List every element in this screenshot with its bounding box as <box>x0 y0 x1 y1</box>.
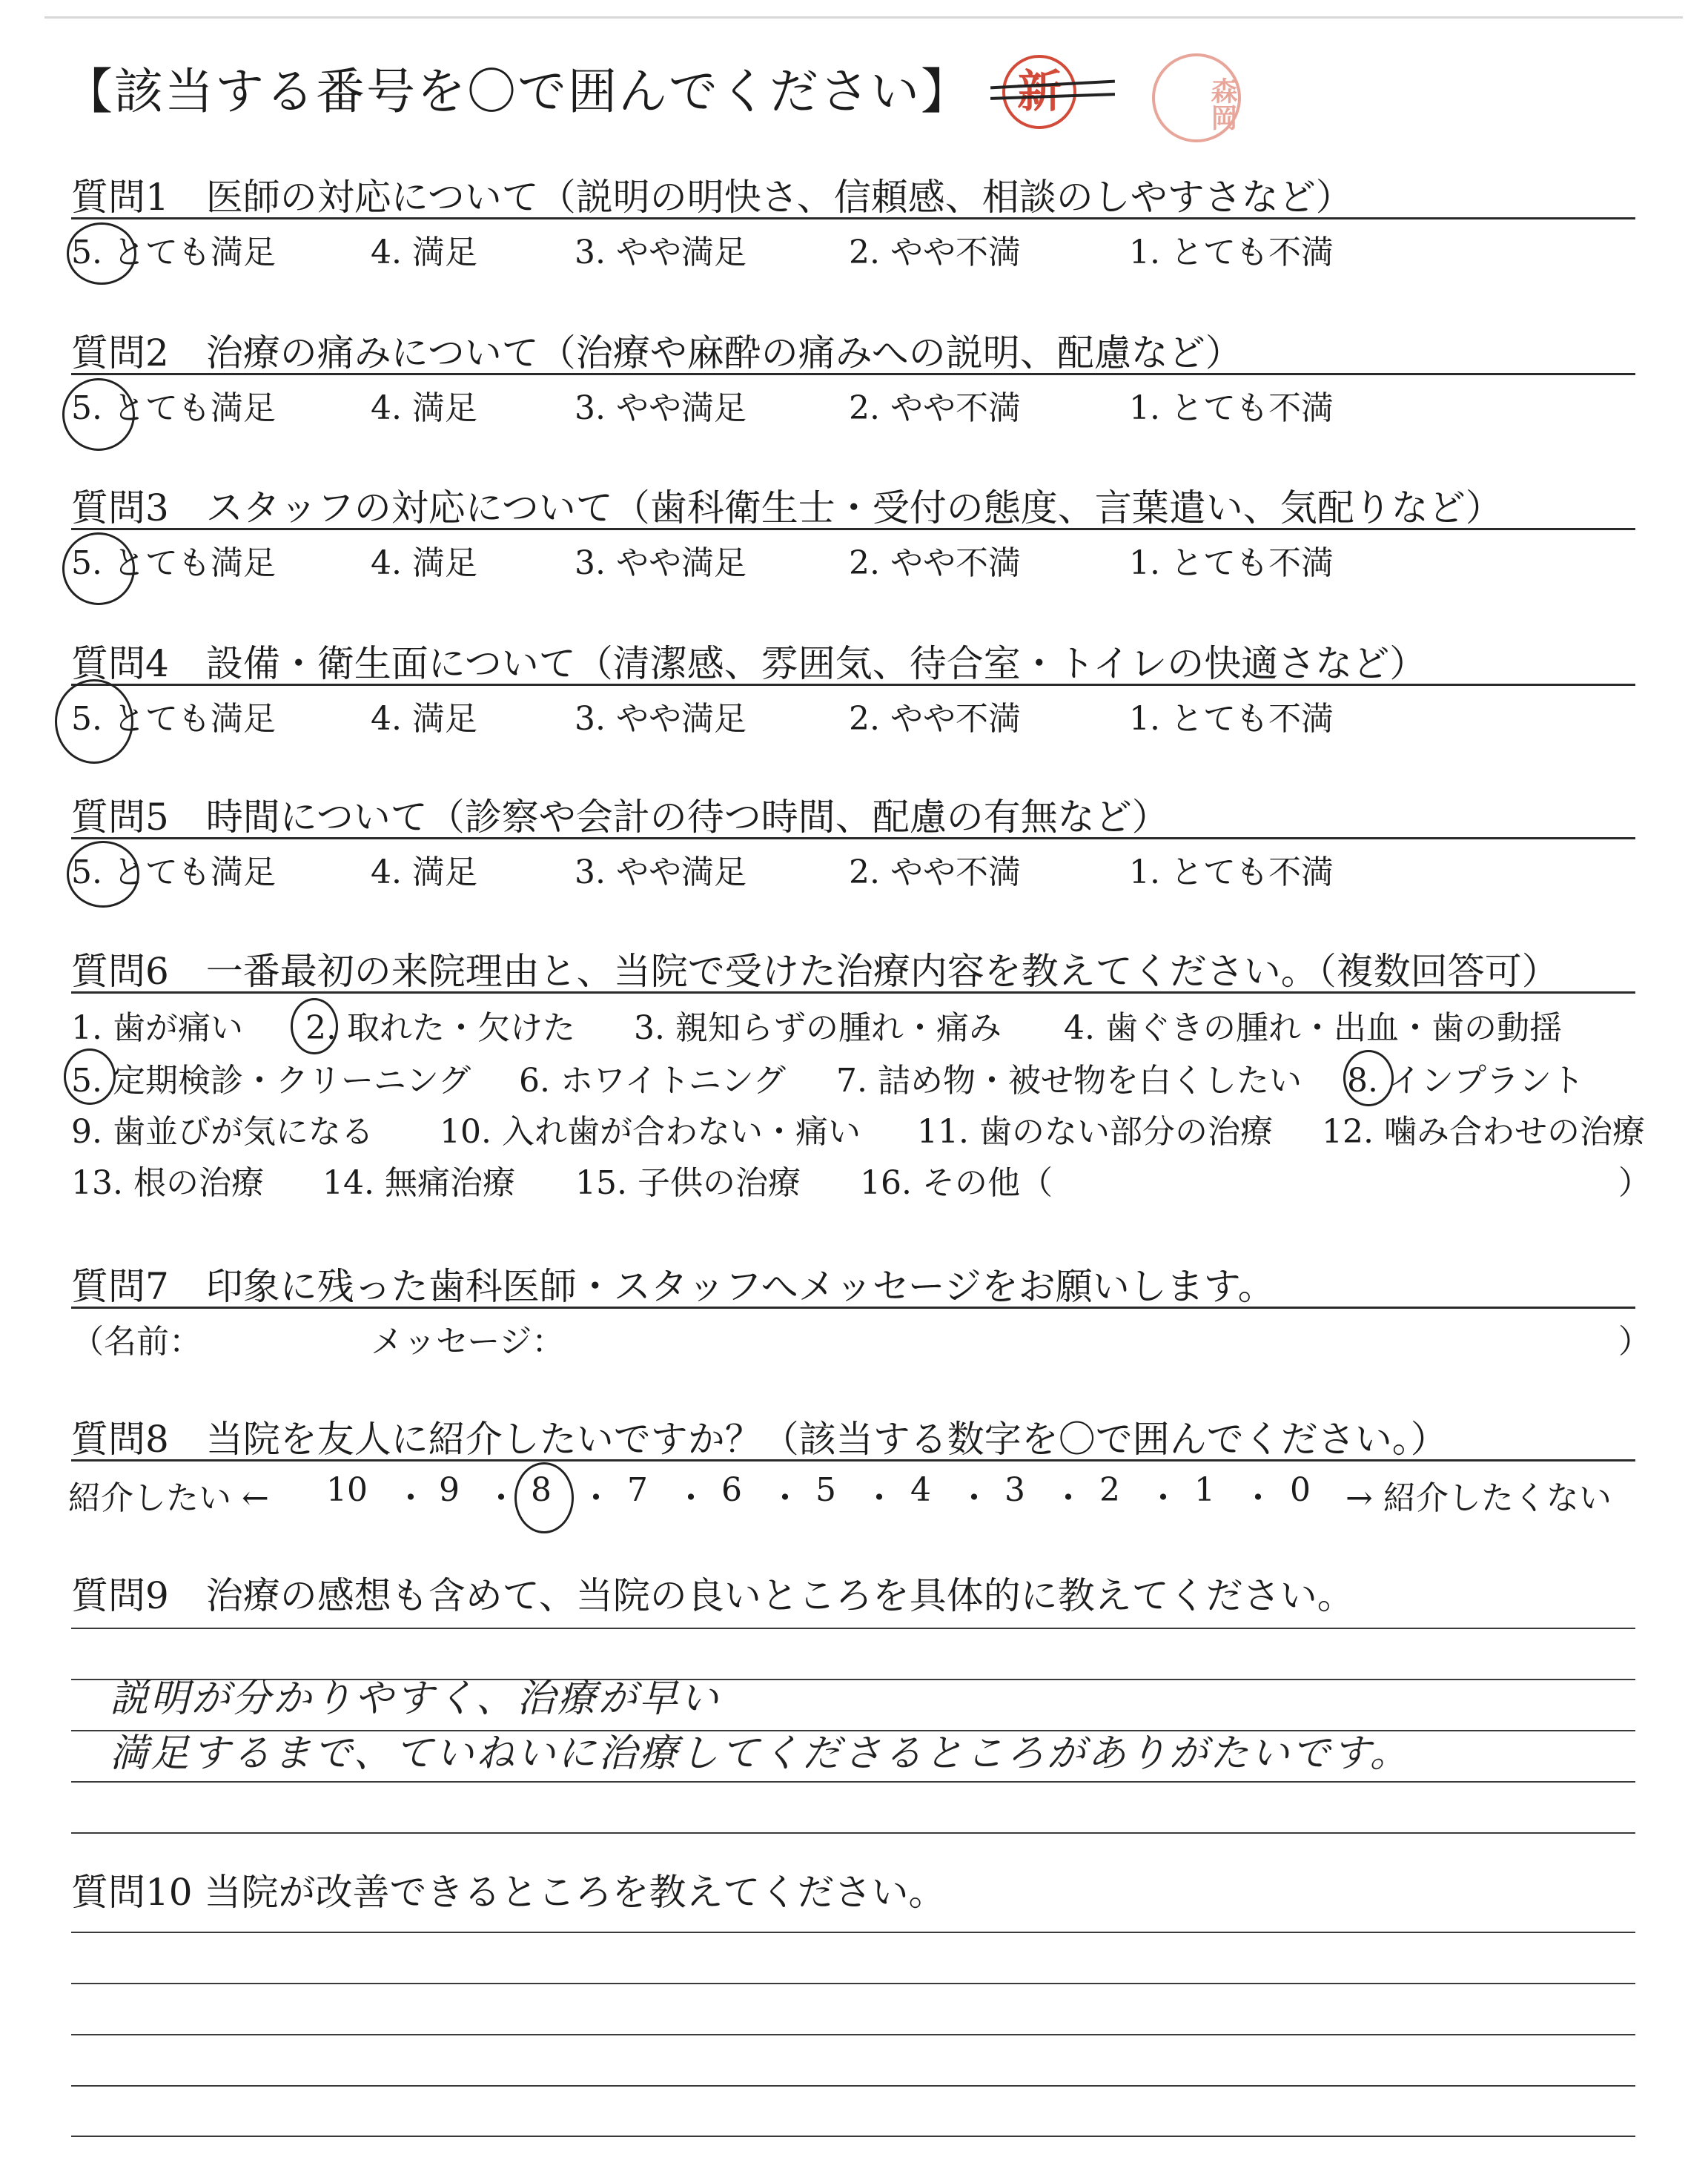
q10-answer-line-3 <box>71 2034 1635 2035</box>
q8-sep: ・ <box>863 1479 896 1517</box>
q1-answer-circle <box>67 222 136 285</box>
q8-scale-9[interactable]: 9 <box>439 1471 460 1509</box>
q10-heading: 質問10 当院が改善できるところを教えてください。 <box>71 1871 946 1914</box>
name-seal-stamp <box>1152 53 1241 142</box>
q1-option-4[interactable]: 4. 満足 <box>371 234 477 271</box>
q4-option-1[interactable]: 1. とても不満 <box>1129 700 1334 738</box>
q4-heading: 質問4 設備・衛生面について（清潔感、雰囲気、待合室・トイレの快適さなど） <box>71 642 1427 685</box>
q8-scale-0[interactable]: 0 <box>1290 1471 1311 1509</box>
q2-option-5[interactable]: 5. とても満足 <box>71 389 276 427</box>
q8-right-label: → 紹介したくない <box>1345 1479 1612 1517</box>
q2-heading: 質問2 治療の痛みについて（治療や麻酔の痛みへの説明、配慮など） <box>71 331 1242 374</box>
q6-heading: 質問6 一番最初の来院理由と、当院で受けた治療内容を教えてください。（複数回答可） <box>71 950 1559 993</box>
q6-answer-circle-5 <box>64 1048 116 1105</box>
q8-scale-10[interactable]: 10 <box>326 1471 368 1509</box>
q8-sep: ・ <box>485 1479 517 1517</box>
q9-answer-line-4 <box>71 1781 1635 1783</box>
q8-sep: ・ <box>958 1479 990 1517</box>
q6-option-13[interactable]: 13. 根の治療 <box>71 1164 264 1202</box>
q6-answer-circle-2 <box>291 998 338 1054</box>
q8-scale-6[interactable]: 6 <box>721 1471 742 1509</box>
q8-rule <box>71 1459 1635 1462</box>
q1-heading: 質問1 医師の対応について（説明の明快さ、信頼感、相談のしやすさなど） <box>71 176 1353 219</box>
q6-option-6[interactable]: 6. ホワイトニング <box>519 1062 787 1100</box>
q1-option-5[interactable]: 5. とても満足 <box>71 234 276 271</box>
q8-scale-4[interactable]: 4 <box>910 1471 931 1509</box>
q8-sep: ・ <box>580 1479 612 1517</box>
q8-sep: ・ <box>675 1479 707 1517</box>
q2-option-4[interactable]: 4. 満足 <box>371 389 477 427</box>
q3-option-3[interactable]: 3. やや満足 <box>575 544 747 582</box>
q8-sep: ・ <box>1052 1479 1085 1517</box>
q5-option-3[interactable]: 3. やや満足 <box>575 853 747 891</box>
q2-option-1[interactable]: 1. とても不満 <box>1129 389 1334 427</box>
q6-option-16[interactable]: 16. その他（ <box>860 1164 1053 1202</box>
q6-option-3[interactable]: 3. 親知らずの腫れ・痛み <box>634 1009 1002 1047</box>
q3-option-5[interactable]: 5. とても満足 <box>71 544 276 582</box>
q7-message-label: メッセージ： <box>371 1323 565 1361</box>
q4-rule <box>71 684 1635 686</box>
q3-option-1[interactable]: 1. とても不満 <box>1129 544 1334 582</box>
q8-answer-circle <box>514 1462 574 1533</box>
q6-rule <box>71 991 1635 994</box>
q6-other-close: ） <box>1618 1164 1651 1202</box>
q1-rule <box>71 217 1635 219</box>
q4-option-5[interactable]: 5. とても満足 <box>71 700 276 738</box>
q8-scale-1[interactable]: 1 <box>1194 1471 1215 1509</box>
q6-option-15[interactable]: 15. 子供の治療 <box>575 1164 801 1202</box>
q4-option-3[interactable]: 3. やや満足 <box>575 700 747 738</box>
q7-heading: 質問7 印象に残った歯科医師・スタッフへメッセージをお願いします。 <box>71 1265 1275 1308</box>
q8-sep: ・ <box>1147 1479 1179 1517</box>
q1-option-3[interactable]: 3. やや満足 <box>575 234 747 271</box>
page-top-edge <box>44 16 1683 19</box>
q6-option-9[interactable]: 9. 歯並びが気になる <box>71 1113 374 1151</box>
q5-option-5[interactable]: 5. とても満足 <box>71 853 276 891</box>
q6-option-12[interactable]: 12. 噛み合わせの治療 <box>1322 1113 1645 1151</box>
q6-option-11[interactable]: 11. 歯のない部分の治療 <box>917 1113 1273 1151</box>
q8-scale-2[interactable]: 2 <box>1099 1471 1120 1509</box>
q5-option-2[interactable]: 2. やや不満 <box>849 853 1021 891</box>
q8-heading: 質問8 当院を友人に紹介したいですか？（該当する数字を〇で囲んでください。） <box>71 1418 1448 1461</box>
q8-left-label: 紹介したい ← <box>68 1479 269 1517</box>
seal-stamp-text: 森岡 <box>1207 77 1238 131</box>
q10-answer-line-2 <box>71 1983 1635 1984</box>
q6-answer-circle-8 <box>1343 1050 1394 1106</box>
q2-rule <box>71 373 1635 375</box>
q7-name-label: （名前： <box>71 1323 202 1361</box>
q6-option-14[interactable]: 14. 無痛治療 <box>322 1164 515 1202</box>
q2-option-3[interactable]: 3. やや満足 <box>575 389 747 427</box>
q8-sep: ・ <box>1242 1479 1274 1517</box>
new-stamp-text: 新 <box>1017 66 1062 118</box>
q4-answer-circle <box>55 679 133 764</box>
q5-rule <box>71 837 1635 839</box>
q1-option-1[interactable]: 1. とても不満 <box>1129 234 1334 271</box>
q3-option-2[interactable]: 2. やや不満 <box>849 544 1021 582</box>
q7-close-paren: ） <box>1618 1323 1651 1361</box>
q5-heading: 質問5 時間について（診察や会計の待つ時間、配慮の有無など） <box>71 796 1169 839</box>
q6-option-10[interactable]: 10. 入れ歯が合わない・痛い <box>440 1113 861 1151</box>
q2-option-2[interactable]: 2. やや不満 <box>849 389 1021 427</box>
q9-handwritten-line-1: 説明が分かりやすく、治療が早い <box>110 1677 721 1721</box>
q4-option-2[interactable]: 2. やや不満 <box>849 700 1021 738</box>
q10-answer-line-5 <box>71 2136 1635 2137</box>
q6-option-1[interactable]: 1. 歯が痛い <box>71 1009 243 1047</box>
q8-scale-3[interactable]: 3 <box>1004 1471 1025 1509</box>
q8-scale-5[interactable]: 5 <box>815 1471 836 1509</box>
q5-option-4[interactable]: 4. 満足 <box>371 853 477 891</box>
form-title: 【該当する番号を〇で囲んでください】 <box>64 63 971 120</box>
q9-answer-line-5 <box>71 1832 1635 1834</box>
q8-sep: ・ <box>394 1479 427 1517</box>
q3-answer-circle <box>62 532 135 605</box>
q2-answer-circle <box>62 378 135 451</box>
q5-option-1[interactable]: 1. とても不満 <box>1129 853 1334 891</box>
q6-option-5[interactable]: 5. 定期検診・クリーニング <box>71 1062 471 1100</box>
q9-answer-line-1 <box>71 1628 1635 1629</box>
q8-scale-8[interactable]: 8 <box>531 1471 552 1509</box>
new-patient-stamp <box>1002 55 1076 129</box>
q3-heading: 質問3 スタッフの対応について（歯科衛生士・受付の態度、言葉遣い、気配りなど） <box>71 486 1503 529</box>
q5-answer-circle <box>67 841 139 908</box>
q10-answer-line-4 <box>71 2085 1635 2087</box>
q9-heading: 質問9 治療の感想も含めて、当院の良いところを具体的に教えてください。 <box>71 1574 1354 1617</box>
q3-rule <box>71 528 1635 530</box>
q6-option-7[interactable]: 7. 詰め物・被せ物を白くしたい <box>836 1062 1302 1100</box>
q7-rule <box>71 1307 1635 1309</box>
q9-handwritten-line-2: 満足するまで、ていねいに治療してくださるところがありがたいです。 <box>110 1731 1411 1776</box>
q6-option-8[interactable]: 8. インプラント <box>1347 1062 1584 1100</box>
q1-option-2[interactable]: 2. やや不満 <box>849 234 1021 271</box>
q6-option-2[interactable]: 2. 取れた・欠けた <box>305 1009 575 1047</box>
q6-option-4[interactable]: 4. 歯ぐきの腫れ・出血・歯の動揺 <box>1064 1009 1562 1047</box>
q8-scale-7[interactable]: 7 <box>627 1471 648 1509</box>
q4-option-4[interactable]: 4. 満足 <box>371 700 477 738</box>
q3-option-4[interactable]: 4. 満足 <box>371 544 477 582</box>
q8-sep: ・ <box>769 1479 801 1517</box>
q10-answer-line-1 <box>71 1932 1635 1933</box>
